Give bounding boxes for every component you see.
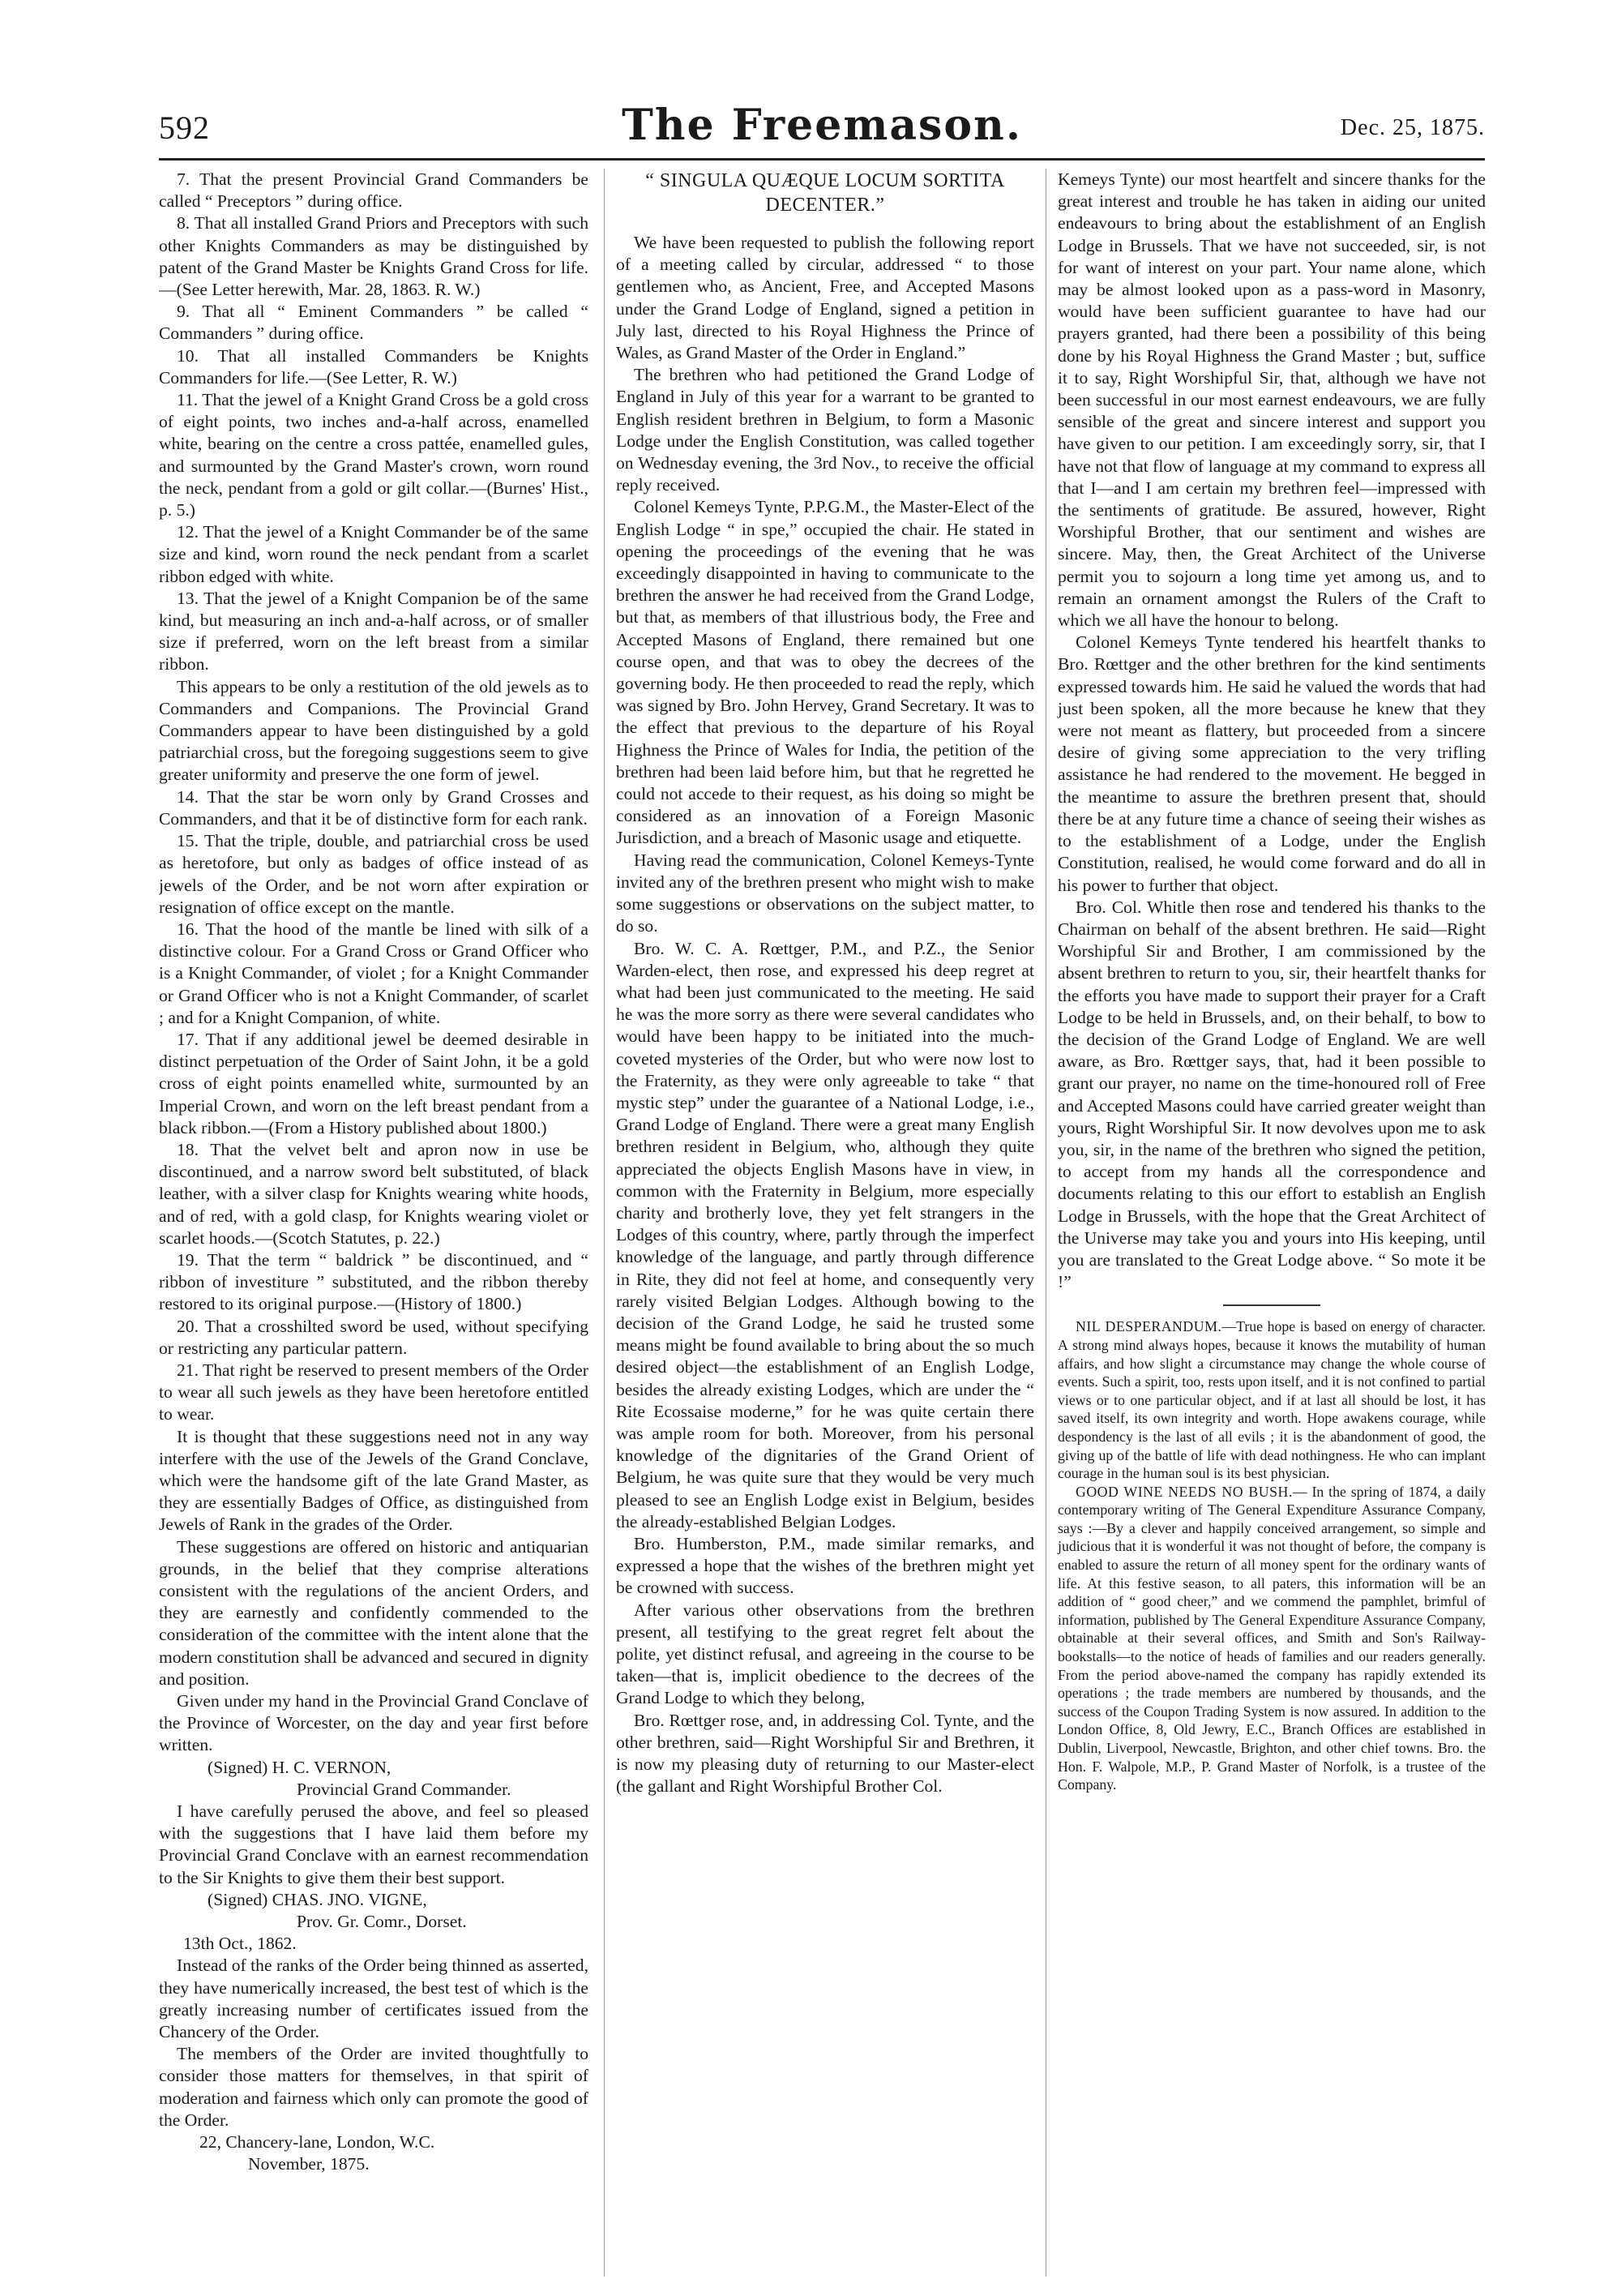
smallprint-section [1058, 1317, 1486, 1793]
paragraph: 21. That right be reserved to present members of the Order to wear all such jewels as they have been heretofore entitled to wear. [159, 1360, 588, 1424]
paragraph: Bro. Humberston, P.M., made similar remarks, and expressed a hope that the wishes of the brethren might yet be crowned with success. [616, 1533, 1034, 1598]
paragraph: 18. That the velvet belt and apron now in use be discontinued, and a narrow sword belt substituted, of black leather, with a silver clasp for Knights wearing white hoods, and of red, with a gold clasp, for Knights wearing violet or scarlet hoods.—(Scotch Statutes, p. 22.) [159, 1139, 588, 1248]
paragraph: 15. That the triple, double, and patriarchial cross be used as heretofore, but only as badges of office instead of as jewels of the Order, and be not worn after expiration or resignation of office except on the mantle. [159, 831, 588, 917]
masthead [159, 101, 1485, 154]
paragraph: 17. That if any additional jewel be deemed desirable in distinct perpetuation of the Order of Saint John, it be a gold cross of eight points enamelled white, surmounted by an Imperial Crown, and worn on the left breast pendant from a black ribbon.—(From a History published about 1800.) [159, 1029, 588, 1137]
column-1 [159, 169, 588, 2277]
paragraph: Having read the communication, Colonel Kemeys-Tynte invited any of the brethren present who might wish to make some suggestions or observations on the subject matter, to do so. [616, 850, 1034, 936]
address-date: November, 1875. [248, 2154, 370, 2174]
paragraph: Colonel Kemeys Tynte tendered his heartfelt thanks to Bro. Rœttger and the other brethren for the kind sentiments expressed towards him. He said he valued the words that had just been spoken, all the more because he knew that they were not meant as flattery, but proceeded from a sincere desire of giving some appreciation to the very trifling assistance he had rendered to the movement. He begged in the meantime to assure the brethren present that, should there be at any future time a chance of seeing their wishes as to the establishment of a Lodge, under the English Constitution, realised, he would come forward and do all in his power to further that object. [1058, 632, 1486, 895]
paragraph: These suggestions are offered on historic and antiquarian grounds, in the belief that they comprise alterations consistent with the regulations of the ancient Orders, and they are earnestly and confidently commended to the consideration of the committee with the intent alone that the modern constitution shall be advanced and secured in dignity and position. [159, 1536, 588, 1689]
paragraph: 8. That all installed Grand Priors and Preceptors with such other Knights Commanders as may be distinguished by patent of the Grand Master be Knights Grand Cross for life.—(See Letter herewith, Mar. 28, 1863. R. W.) [159, 213, 588, 300]
issue-date: Dec. 25, 1875. [1340, 115, 1485, 140]
item-text: — In the spring of 1874, a daily contemporary writing of The General Expenditure Assurance Company, says :—By a clever and happily conceived arrangement, so simple and judicious that it is wonderful it was not thought of before, the company is enabled to assure the return of all money spent for the ordinary wants of life. At this festive season, to all paters, this information will be an addition of “ good cheer,” and we commend the pamphlet, brimful of information, published by The General Expenditure Assurance Company, obtainable at their several offices, and Smith and Son's Railway-bookstalls—to the notice of heads of families and our readers generally. From the period above-named the company has rapidly extended its operations ; the trade members are numbered by thousands, and the success of the Coupon Trading System is now assured. In addition to the London Office, 8, Old Jewry, E.C., Branch Offices are established in Dublin, Liverpool, Newcastle, Brighton, and other chief towns. Bro. the Hon. F. Walpole, M.P., P. Grand Master of Norfolk, is a trustee of the Company. [1058, 1483, 1486, 1793]
paragraph: 7. That the present Provincial Grand Commanders be called “ Preceptors ” during office. [159, 169, 588, 212]
good-wine-item [1058, 1483, 1486, 1794]
paragraph: 16. That the hood of the mantle be lined with silk of a distinctive colour. For a Grand Cross or Grand Officer who is a Knight Commander, of violet ; for a Knight Commander or Grand Officer who is not a Knight Commander, of scarlet ; and for a Knight Companion, of white. [159, 919, 588, 1027]
paragraph: Bro. Rœttger rose, and, in addressing Col. Tynte, and the other brethren, said—Right Worshipful Sir and Brethren, it is now my pleasing duty of returning to our Master-elect (the gallant and Right Worshipful Brother Col. [616, 1710, 1034, 1797]
paragraph: This appears to be only a restitution of the old jewels as to Commanders and Companions. The Provincial Grand Commanders appear to have been distinguished by a gold patriarchial cross, but the foregoing suggestions seem to give greater uniformity and preserve the one form of jewel. [159, 676, 588, 785]
nil-desperandum-item [1058, 1317, 1486, 1482]
item-text: —True hope is based on energy of character. A strong mind always hopes, because it knows the mutability of human affairs, and how slight a circumstance may change the whole course of events. Such a spirit, too, rests upon itself, and it is not confined to partial views or to one particular object, and if at last all should be lost, it has saved itself, its own integrity and worth. Hope awakens courage, while despondency is the last of all evils ; it is the abandonment of good, the giving up of the battle of life with dead nothingness. He who can implant courage in the human soul is its best physician. [1058, 1318, 1486, 1482]
paragraph: 11. That the jewel of a Knight Grand Cross be a gold cross of eight points, two inches and-a-half across, enamelled white, bearing on the centre a cross pattée, enamelled gules, and surmounted by the Grand Master's crown, worn round the neck, pendant from a gold or gilt collar.—(Burnes' Hist., p. 5.) [159, 390, 588, 520]
signature-title: Prov. Gr. Comr., Dorset. [297, 1912, 467, 1932]
item-title: GOOD WINE NEEDS NO BUSH. [1076, 1483, 1293, 1500]
paragraph: Colonel Kemeys Tynte, P.P.G.M., the Master-Elect of the English Lodge “ in spe,” occupied the chair. He stated in opening the proceedings of the evening that he was exceedingly disappointed in having to communicate to the brethren the answer he had received from the Grand Lodge, but that, as members of that illustrious body, the Free and Accepted Masons of England, there remained but one course open, and that was to obey the decrees of the governing body. He then proceeded to read the reply, which was signed by Bro. John Hervey, Grand Secretary. It was to the effect that previous to the departure of his Royal Highness the Prince of Wales for India, the petition of the brethren had been laid before him, but that he regretted he could not accede to their request, as his doing so might be considered as an innovation of a Foreign Masonic Jurisdiction, and a breach of Masonic usage and etiquette. [616, 497, 1034, 848]
address-line: 22, Chancery-lane, London, W.C. [199, 2132, 435, 2152]
paragraph: 10. That all installed Commanders be Knights Commanders for life.—(See Letter, R. W.) [159, 345, 588, 388]
paragraph: After various other observations from the brethren present, all testifying to the great regret felt about the polite, yet distinct refusal, and agreeing in the course to be taken—that is, implicit obedience to the decrees of the Grand Lodge to which they belong, [616, 1600, 1034, 1708]
paragraph: We have been requested to publish the following report of a meeting called by circular, addressed “ to those gentlemen who, as Ancient, Free, and Accepted Masons under the Grand Lodge of England, signed a petition in July last, directed to his Royal Highness the Prince of Wales, as Grand Master of the Order in England.” [616, 233, 1034, 363]
paragraph: Given under my hand in the Provincial Grand Conclave of the Province of Worcester, on the day and year first before written. [159, 1691, 588, 1755]
paragraph: 13. That the jewel of a Knight Companion be of the same kind, but measuring an inch and-a-half across, or of smaller size if preferred, worn on the left breast from a similar ribbon. [159, 588, 588, 675]
masthead-rule [159, 158, 1485, 161]
paragraph: 14. That the star be worn only by Grand Crosses and Commanders, and that it be of distinctive form for each rank. [159, 786, 588, 829]
paragraph: The brethren who had petitioned the Grand Lodge of England in July of this year for a warrant to be granted to English resident brethren in Belgium, to form a Masonic Lodge under the English Constitution, was called together on Wednesday evening, the 3rd Nov., to receive the official reply received. [616, 365, 1034, 495]
paragraph: Bro. W. C. A. Rœttger, P.M., and P.Z., the Senior Warden-elect, then rose, and expressed his deep regret at what had been just communicated to the meeting. He said he was the more sorry as there were several candidates who would have been happy to be initiated into the much-coveted mysteries of the Order, but who were now lost to the Fraternity, as they were only agreeable to take “ that mystic step” under the guarantee of a National Lodge, i.e., Grand Lodge of England. There were a great many English brethren resident in Belgium, who, although they quite appreciated the objects English Masons have in view, in common with the Fraternity in Belgium, more especially charity and brotherly love, they yet felt strangers in the Lodges of this country, where, partly through the imperfect knowledge of the language, and partly through difference in Rite, they did not feel at home, and consequently very rarely visited Belgian Lodges. Although bowing to the decision of the Grand Lodge, he said he trusted some means might be found available to bring about the so much desired object—the establishment of an English Lodge, besides the already existing Lodges, which are under the “ Rite Ecossaise moderne,” for he was quite certain there was ample room for both. Moreover, from his personal knowledge of the dignitaries of the Grand Orient of Belgium, he was quite sure that they would be very much pleased to see an English Lodge exist in Belgium, besides the already-established Belgian Lodges. [616, 938, 1034, 1531]
paragraph: 20. That a crosshilted sword be used, without specifying or restricting any particular pattern. [159, 1316, 588, 1358]
paragraph: Instead of the ranks of the Order being thinned as asserted, they have numerically increased, the best test of which is the greatly increasing number of certificates issued from the Chancery of the Order. [159, 1955, 588, 2042]
signature-title: Provincial Grand Commander. [297, 1779, 511, 1799]
column-3 [1046, 169, 1486, 2277]
journal-title: The Freemason. [622, 101, 1022, 150]
article-heading: “ SINGULA QUÆQUE LOCUM SORTITA DECENTER.” [645, 170, 1005, 216]
section-divider [1223, 1304, 1320, 1306]
signature-line: (Signed) CHAS. JNO. VIGNE, [207, 1889, 427, 1909]
paragraph: 9. That all “ Eminent Commanders ” be called “ Commanders ” during office. [159, 302, 588, 344]
letter-date: 13th Oct., 1862. [183, 1934, 297, 1954]
paragraph: 19. That the term “ baldrick ” be discontinued, and “ ribbon of investiture ” substituted, and the ribbon thereby restored to its original purpose.—(History of 1800.) [159, 1249, 588, 1314]
paragraph: It is thought that these suggestions need not in any way interfere with the use of the Jewels of the Grand Conclave, which were the handsome gift of the late Grand Master, as they are essentially Badges of Office, as distinguished from Jewels of Rank in the grades of the Order. [159, 1426, 588, 1535]
item-title: NIL DESPERANDUM. [1076, 1318, 1222, 1335]
paragraph: Kemeys Tynte) our most heartfelt and sincere thanks for the great interest and trouble he has taken in aiding our united endeavours to bring about the establishment of an English Lodge in Brussels. That we have not succeeded, sir, is not for want of interest on your part. Your name alone, which may be almost looked upon as a pass-word in Masonry, would have been sufficient guarantee to have had our prayers granted, had there been a possibility of this being done by his Royal Highness the Grand Master ; but, suffice it to say, Right Worshipful Sir, that, although we have not been successful in our most earnest endeavours, we are fully sensible of the great and sincere interest and support you have given to our petition. I am exceedingly sorry, sir, that I have not that flow of language at my command to express all that I—and I am certain my brethren feel—impressed with the sentiments of gratitude. Be assured, however, Right Worshipful Brother, that our sentiment and wishes are sincere. May, then, the Great Architect of the Universe permit you to sojourn a long time yet among us, and to remain an ornament amongst the Rulers of the Craft to which we all have the honour to belong. [1058, 169, 1486, 631]
paragraph: Bro. Col. Whitle then rose and tendered his thanks to the Chairman on behalf of the absent brethren. He said—Right Worshipful Sir and Brother, I am commissioned by the absent brethren to return to you, sir, their heartfelt thanks for the efforts you have made to support their prayer for a Craft Lodge to be held in Brussels, and, on their behalf, to bow to the decision of the Grand Lodge of England. We are well aware, as Bro. Rœttger says, that, had it been possible to grant our prayer, no name on the time-honoured roll of Free and Accepted Masons could have carried greater weight than yours, Right Worshipful Sir. It now devolves upon me to ask you, sir, in the name of the brethren who signed the petition, to accept from my hands all the correspondence and documents relating to this our effort to establish an English Lodge in Brussels, with the hope that the Great Architect of the Universe may take you and yours into His keeping, until you are translated to the Great Lodge above. “ So mote it be !” [1058, 897, 1486, 1292]
paragraph: The members of the Order are invited thoughtfully to consider those matters for themselves, in that spirit of moderation and fairness which only can promote the good of the Order. [159, 2044, 588, 2130]
page-number: 592 [159, 109, 210, 146]
signature-line: (Signed) H. C. VERNON, [207, 1757, 391, 1777]
paragraph: I have carefully perused the above, and feel so pleased with the suggestions that I have laid them before my Provincial Grand Conclave with an earnest recommendation to the Sir Knights to give them their best support. [159, 1801, 588, 1887]
column-2 [604, 169, 1034, 2277]
paragraph: 12. That the jewel of a Knight Commander be of the same size and kind, worn round the neck pendant from a scarlet ribbon edged with white. [159, 522, 588, 586]
